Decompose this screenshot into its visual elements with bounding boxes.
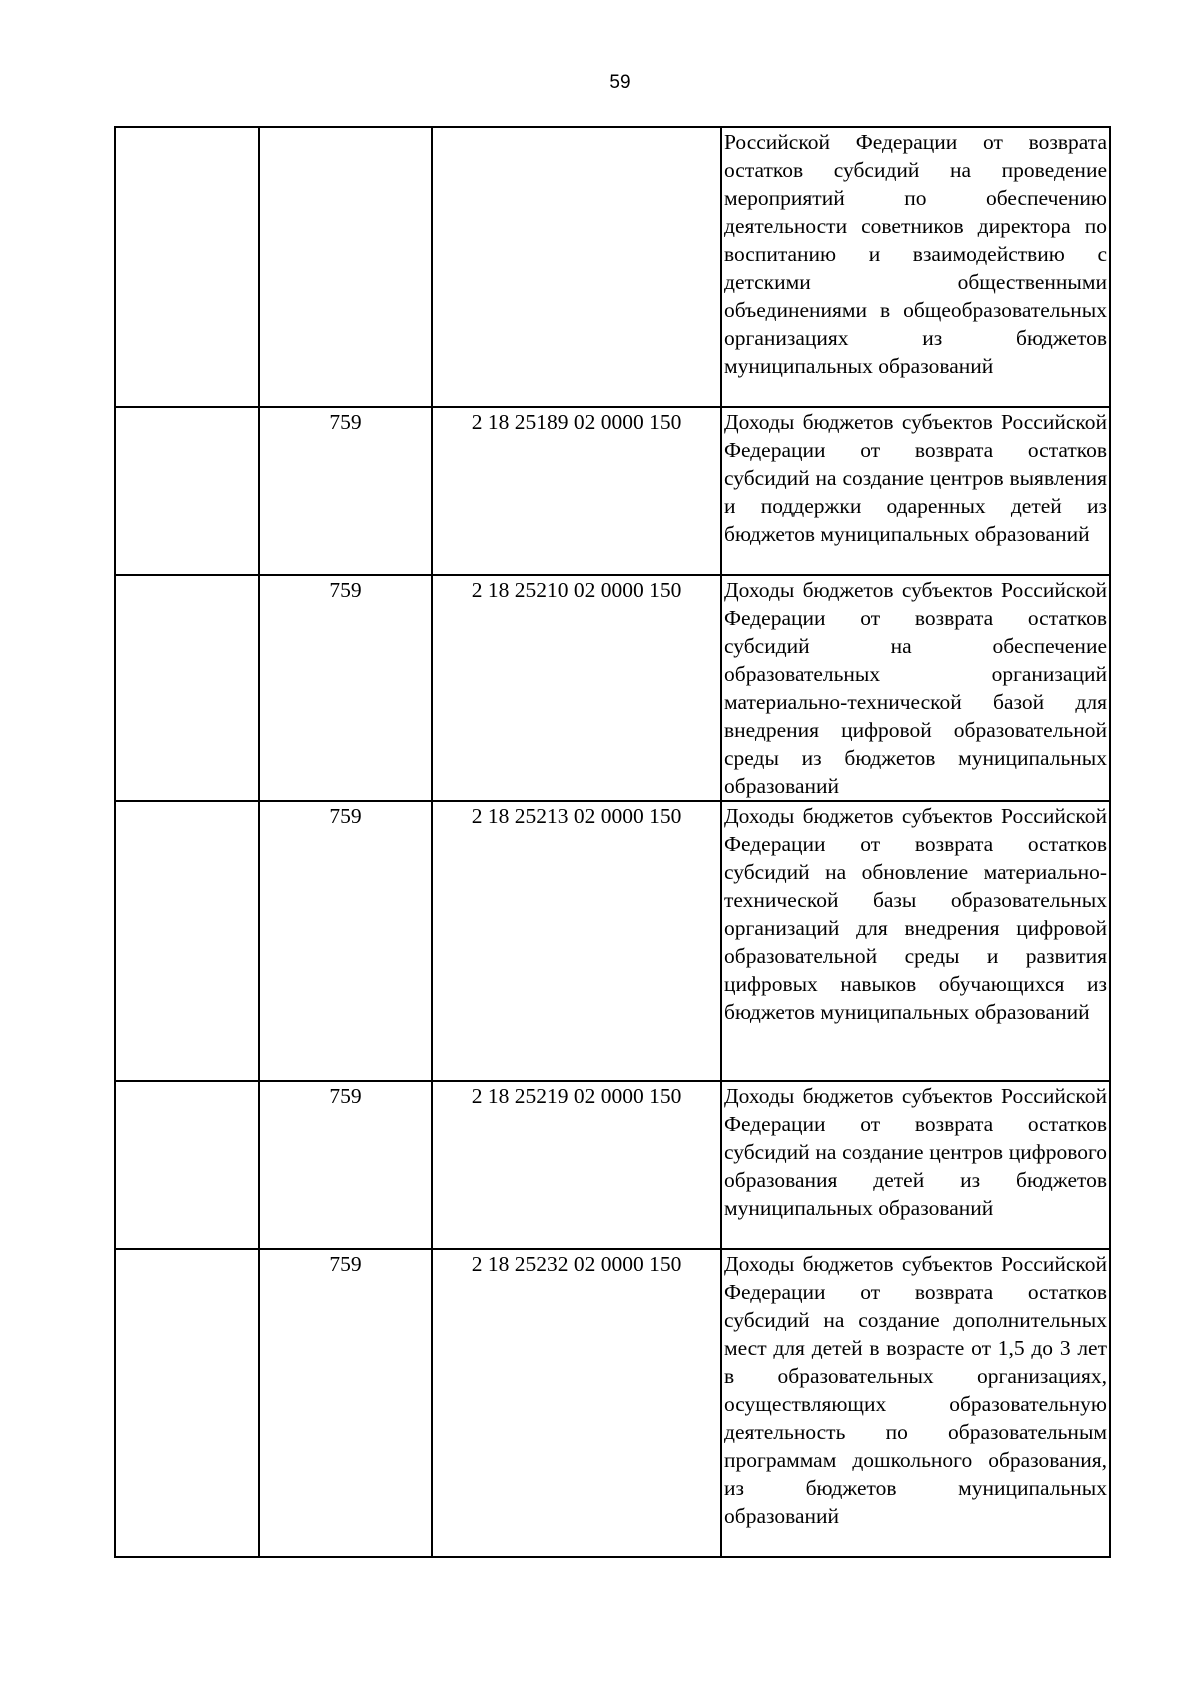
- empty-cell: [115, 575, 259, 801]
- table-row: [115, 1081, 1110, 1249]
- description-cell: Доходы бюджетов субъектов Российской Федерации от возврата остатков субсидий на создание центров выявления и поддержки одаренных детей из бюджетов муниципальных образований: [721, 407, 1110, 575]
- description-cell: Российской Федерации от возврата остатков субсидий на проведение мероприятий по обеспечению деятельности советников директора по воспитанию и взаимодействию с детскими общественными объединениями в общеобразовательных организациях из бюджетов муниципальных образований: [721, 127, 1110, 407]
- income-code-cell: 2 18 25189 02 0000 150: [432, 407, 721, 575]
- page-number: 59: [609, 72, 631, 93]
- table-row: [115, 407, 1110, 575]
- income-code-cell: 2 18 25213 02 0000 150: [432, 801, 721, 1081]
- description-cell: Доходы бюджетов субъектов Российской Федерации от возврата остатков субсидий на обновление материально-технической базы образовательных организаций для внедрения цифровой образовательной среды и развития цифровых навыков обучающихся из бюджетов муниципальных образований: [721, 801, 1110, 1081]
- income-code-cell: 2 18 25232 02 0000 150: [432, 1249, 721, 1557]
- income-code-cell: [432, 127, 721, 407]
- description-cell: Доходы бюджетов субъектов Российской Федерации от возврата остатков субсидий на обеспечение образовательных организаций материально-технической базой для внедрения цифровой образовательной среды из бюджетов муниципальных образований: [721, 575, 1110, 801]
- admin-code-cell: 759: [259, 1249, 432, 1557]
- description-cell: Доходы бюджетов субъектов Российской Федерации от возврата остатков субсидий на создание центров цифрового образования детей из бюджетов муниципальных образований: [721, 1081, 1110, 1249]
- income-codes-table: [114, 126, 1111, 1558]
- admin-code-cell: 759: [259, 407, 432, 575]
- table-row: [115, 575, 1110, 801]
- admin-code-cell: [259, 127, 432, 407]
- empty-cell: [115, 407, 259, 575]
- empty-cell: [115, 1249, 259, 1557]
- admin-code-cell: 759: [259, 575, 432, 801]
- table-row: [115, 1249, 1110, 1557]
- income-code-cell: 2 18 25219 02 0000 150: [432, 1081, 721, 1249]
- empty-cell: [115, 801, 259, 1081]
- income-code-cell: 2 18 25210 02 0000 150: [432, 575, 721, 801]
- admin-code-cell: 759: [259, 1081, 432, 1249]
- empty-cell: [115, 1081, 259, 1249]
- table-row: [115, 127, 1110, 407]
- empty-cell: [115, 127, 259, 407]
- table-row: [115, 801, 1110, 1081]
- admin-code-cell: 759: [259, 801, 432, 1081]
- description-cell: Доходы бюджетов субъектов Российской Федерации от возврата остатков субсидий на создание дополнительных мест для детей в возрасте от 1,5 до 3 лет в образовательных организациях, осуществляющих образовательную деятельность по образовательным программам дошкольного образования, из бюджетов муниципальных образований: [721, 1249, 1110, 1557]
